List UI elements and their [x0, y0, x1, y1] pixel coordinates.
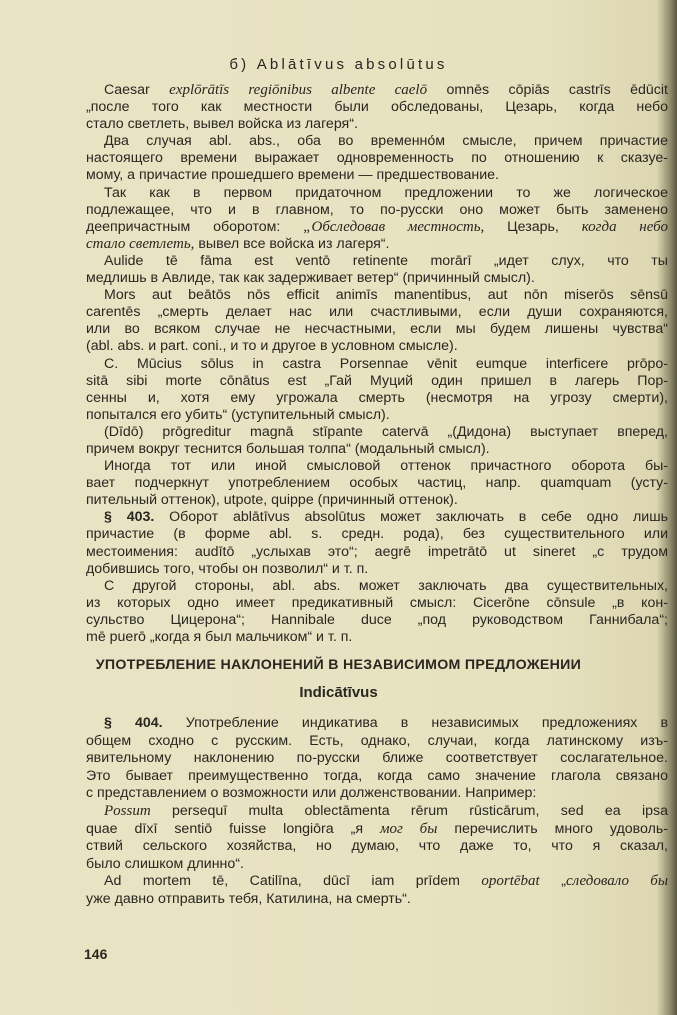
text-segment: деепричастным оборотом:	[86, 218, 304, 235]
text-line	[86, 116, 668, 133]
text-line	[86, 768, 668, 786]
paragraph	[86, 356, 668, 424]
text-line	[86, 304, 668, 321]
text-segment: Два случая abl. abs., оба во временно́м смысле, причем причастие	[104, 133, 668, 150]
paragraph	[86, 578, 668, 646]
text-segment: omnēs cōpiās castrīs ēdūcit	[427, 82, 668, 98]
text-line	[86, 873, 668, 891]
text-segment: Употребление индикатива в независимых предложениях в	[162, 715, 669, 731]
text-line	[86, 133, 668, 150]
text-line	[86, 856, 668, 874]
bottom-text-block	[86, 715, 668, 909]
text-segment: стало светлеть, вывел войска из лагеря“.	[86, 116, 358, 133]
text-line	[86, 612, 668, 629]
paragraph	[86, 424, 668, 458]
text-segment: медлишь в Авлиде, так как задерживает ветер“ (причинный смысл).	[86, 270, 535, 287]
text-segment: Иногда тот или иной смысловой оттенок причастного оборота бы-	[104, 458, 668, 475]
text-line	[86, 150, 668, 167]
text-line	[86, 236, 668, 253]
text-line	[86, 424, 668, 441]
text-line	[86, 561, 668, 578]
text-segment: С другой стороны, abl. abs. может заключать два существительных,	[104, 577, 668, 594]
text-line	[86, 595, 668, 612]
italic-text: мог бы	[379, 820, 438, 837]
text-segment: ствий сельского хозяйства, но думаю, что даже то, что я сказал,	[86, 838, 668, 855]
italic-text: explōrātīs regiōnibus albente caelō	[169, 82, 428, 98]
paragraph	[86, 133, 668, 184]
text-segment: с представлением о возможности или долженствовании. Например:	[86, 785, 537, 802]
text-segment: (abl. abs. и part. coni., и то и другое в условном смысле).	[86, 338, 458, 355]
text-segment: mē puerō „когда я был мальчиком“ и т. п.	[86, 629, 353, 645]
text-segment: общем сходно с русским. Есть, однако, случаи, когда латинскому изъ-	[86, 732, 668, 749]
text-segment: „	[539, 873, 566, 890]
text-segment: Оборот ablātīvus absolūtus может заключать в себе одно лишь	[154, 509, 668, 526]
italic-text: oportēbat	[481, 873, 540, 890]
text-segment: причем вокруг теснится большая толпа“ (модальный смысл).	[86, 440, 490, 457]
text-segment: сенны и, хотя ему угрожала смерть (несмотря на угрозу смерти),	[86, 389, 668, 406]
paragraph	[86, 458, 668, 509]
text-line	[86, 373, 668, 390]
text-segment: попытался его убить“ (уступительный смысл).	[86, 406, 390, 423]
text-line	[86, 803, 668, 821]
italic-text: стало светлеть,	[86, 235, 195, 252]
text-segment: причастие (в форме abl. s. средн. рода), без существительного или	[86, 526, 668, 543]
text-line	[86, 578, 668, 595]
italic-text: „Обследовав местность,	[303, 218, 485, 235]
subheading: Indicātīvus	[299, 684, 378, 701]
text-line	[86, 475, 668, 492]
text-segment: местоимения: audītō „услыхав это“; aegrē impetrātō ut sineret „с трудом	[86, 543, 668, 560]
text-segment: quae dīxī sentiō fuisse longiōra „я	[86, 820, 380, 837]
section-number: § 403.	[104, 509, 155, 526]
text-line	[86, 492, 668, 509]
text-line	[86, 750, 668, 768]
text-line	[86, 219, 668, 236]
section-title: б) Ablātīvus absolūtus	[229, 56, 448, 73]
text-segment: вает подчеркнут употреблением особых частиц, напр. quamquam (усту-	[86, 475, 668, 492]
text-segment: carentēs „смерть делает нас или счастливыми, если души сохраняются,	[86, 304, 668, 321]
text-line	[86, 253, 668, 270]
text-segment: перечислить много удоволь-	[437, 820, 668, 837]
italic-text: когда небо	[581, 218, 668, 235]
text-segment: пительный оттенок), utpote, quippe (причинный оттенок).	[86, 492, 458, 509]
text-segment: Это бывает преимущественно тогда, когда само значение глагола связано	[86, 767, 668, 784]
text-segment: (Dīdō) prōgreditur magnā stīpante catervā „(Дидона) выступает вперед,	[104, 423, 668, 440]
text-line	[86, 715, 668, 733]
text-segment: настоящего времени выражает одновременность по отношению к сказуе-	[86, 150, 668, 167]
text-segment: Aulide tē fāma est ventō retinente morārī „идет слух, что ты	[104, 252, 668, 269]
text-line	[86, 321, 668, 338]
text-segment: „после того как местности были обследованы, Цезарь, когда небо	[86, 99, 668, 116]
text-line	[86, 356, 668, 373]
text-segment: C. Mūcius sōlus in castra Porsennae vēnit eumque interficere prōpo-	[104, 355, 668, 372]
page-number: 146	[84, 946, 108, 962]
italic-text: следовало бы	[565, 873, 668, 890]
text-line	[86, 544, 668, 561]
text-line	[86, 202, 668, 219]
section-number: § 404.	[104, 715, 163, 731]
text-segment: уже давно отправить тебя, Катилина, на смерть“.	[86, 890, 411, 907]
text-line	[86, 629, 668, 646]
text-line	[86, 458, 668, 475]
text-segment: Ad mortem tē, Catilīna, dūcī iam prīdem	[104, 873, 482, 890]
text-line	[86, 338, 668, 355]
chapter-heading: УПОТРЕБЛЕНИЕ НАКЛОНЕНИЙ В НЕЗАВИСИМОМ ПРЕДЛОЖЕНИИ	[95, 657, 582, 673]
text-line	[86, 509, 668, 526]
paragraph	[86, 287, 668, 355]
text-segment: Цезарь,	[484, 218, 582, 235]
text-segment: Так как в первом придаточном предложении то же логическое	[104, 184, 668, 201]
text-line	[86, 185, 668, 202]
text-line	[86, 287, 668, 304]
text-line	[86, 526, 668, 543]
paragraph	[86, 509, 668, 577]
text-segment: вывел все войска из лагеря“.	[194, 235, 390, 252]
text-segment: подлежащее, что и в главном, то по-русски оно может быть заменено	[86, 201, 668, 218]
paragraph	[86, 185, 668, 253]
text-segment: из которых одно имеет предикативный смысл: Cicerōne cōnsule „в кон-	[86, 594, 668, 611]
paragraph	[86, 253, 668, 287]
text-line	[86, 82, 668, 99]
paragraph	[86, 82, 668, 133]
paragraph	[86, 803, 668, 873]
text-line	[86, 733, 668, 751]
text-segment: было слишком длинно“.	[86, 855, 244, 872]
text-segment: или во всяком случае не несчастными, если мы будем лишены чувства“	[86, 321, 668, 338]
text-segment: persequī multa oblectāmenta rērum rūsticārum, sed ea ipsa	[150, 802, 668, 819]
text-line	[86, 167, 668, 184]
text-segment: сульство Цицерона“; Hannibale duce „под руководством Ганнибала“;	[86, 611, 668, 628]
text-line	[86, 390, 668, 407]
text-line	[86, 891, 668, 909]
text-line	[86, 838, 668, 856]
italic-text: Possum	[104, 802, 151, 819]
text-segment: явительному наклонению по-русски ближе соответствует сослагательное.	[86, 750, 668, 767]
text-line	[86, 441, 668, 458]
text-segment: мому, а причастие прошедшего времени — предшествование.	[86, 167, 499, 184]
text-segment: добившись того, чтобы он позволил“ и т. п.	[86, 560, 369, 577]
text-line	[86, 407, 668, 424]
text-line	[86, 270, 668, 287]
text-segment: sitā sibi morte cōnātus est „Гай Муций один пришел в лагерь Пор-	[86, 372, 668, 389]
text-line	[86, 785, 668, 803]
paragraph	[86, 873, 668, 908]
top-text-block	[86, 82, 668, 646]
paragraph	[86, 715, 668, 803]
text-line	[86, 821, 668, 839]
text-line	[86, 99, 668, 116]
text-segment: Mors aut beātōs nōs efficit animīs manentibus, aut nōn miserōs sēnsū	[104, 287, 668, 304]
text-segment: Caesar	[104, 82, 170, 98]
